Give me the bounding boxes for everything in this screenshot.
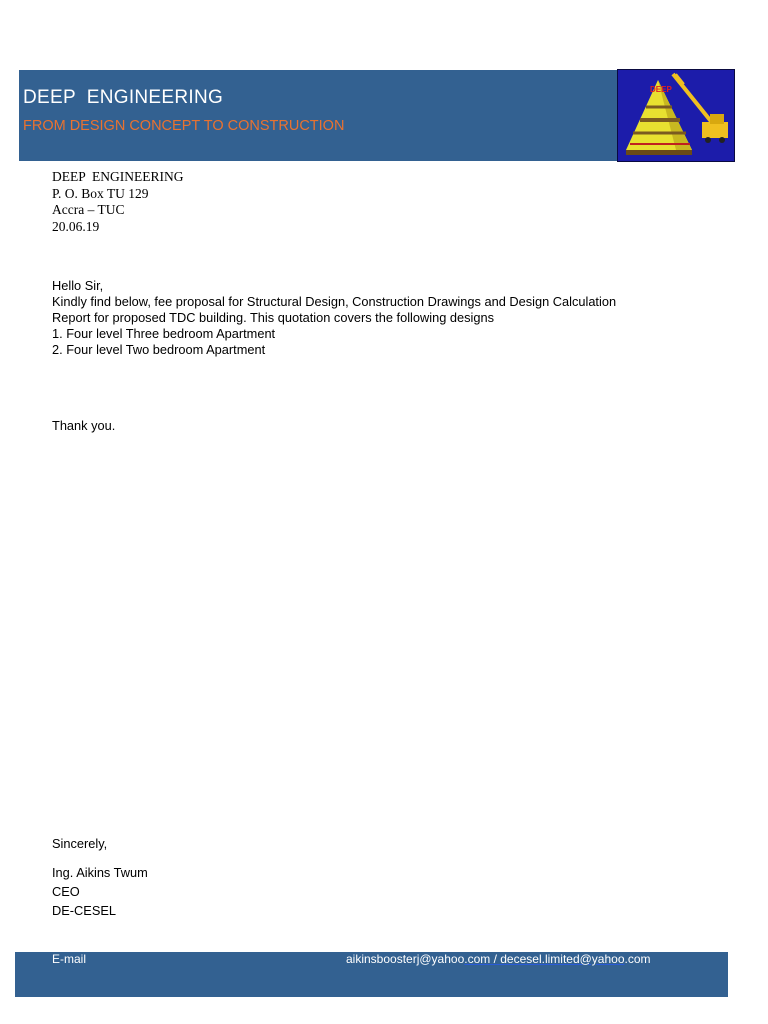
email-text[interactable]: aikinsboosterj@yahoo	[346, 952, 465, 966]
address-line: P. O. Box TU 129	[52, 185, 149, 201]
company-tagline: FROM DESIGN CONCEPT TO CONSTRUCTION	[23, 118, 345, 134]
body-line: Kindly find below, fee proposal for Structural Design, Construction Drawings and Design Calculation	[52, 294, 617, 309]
body-line: Report for proposed TDC building. This quotation covers the following designs	[52, 310, 494, 325]
pyramid-crane-logo-icon	[618, 70, 734, 161]
address-line: Accra – TUC	[52, 202, 125, 217]
letterhead-band	[19, 70, 617, 161]
address-line: DEEP ENGINEERING	[52, 169, 184, 184]
company-logo	[617, 69, 735, 162]
closing-text: Sincerely,	[52, 836, 108, 851]
letter-date: 20.06.19	[52, 218, 100, 234]
signature-block	[52, 863, 148, 920]
email-text[interactable]: .com	[624, 952, 651, 966]
list-item: 2. Four level Two bedroom Apartment	[52, 342, 266, 357]
greeting: Hello Sir,	[52, 278, 104, 293]
signer-company: DE-CESEL	[52, 903, 117, 918]
company-name: DEEP ENGINEERING	[23, 87, 224, 108]
email-link[interactable]: .com / decesel.limited@yahoo	[464, 952, 625, 966]
thanks-text: Thank you.	[52, 418, 116, 433]
sender-address	[52, 169, 183, 235]
signer-title: CEO	[52, 884, 80, 899]
letter-body	[52, 278, 732, 358]
signer-name: Ing. Aikins Twum	[52, 865, 148, 880]
footer-band	[15, 952, 728, 997]
logo-text: DEEP	[650, 85, 672, 94]
email-label: E-mail	[52, 952, 87, 966]
footer-email-addresses[interactable]	[346, 952, 651, 966]
list-item: 1. Four level Three bedroom Apartment	[52, 326, 276, 341]
